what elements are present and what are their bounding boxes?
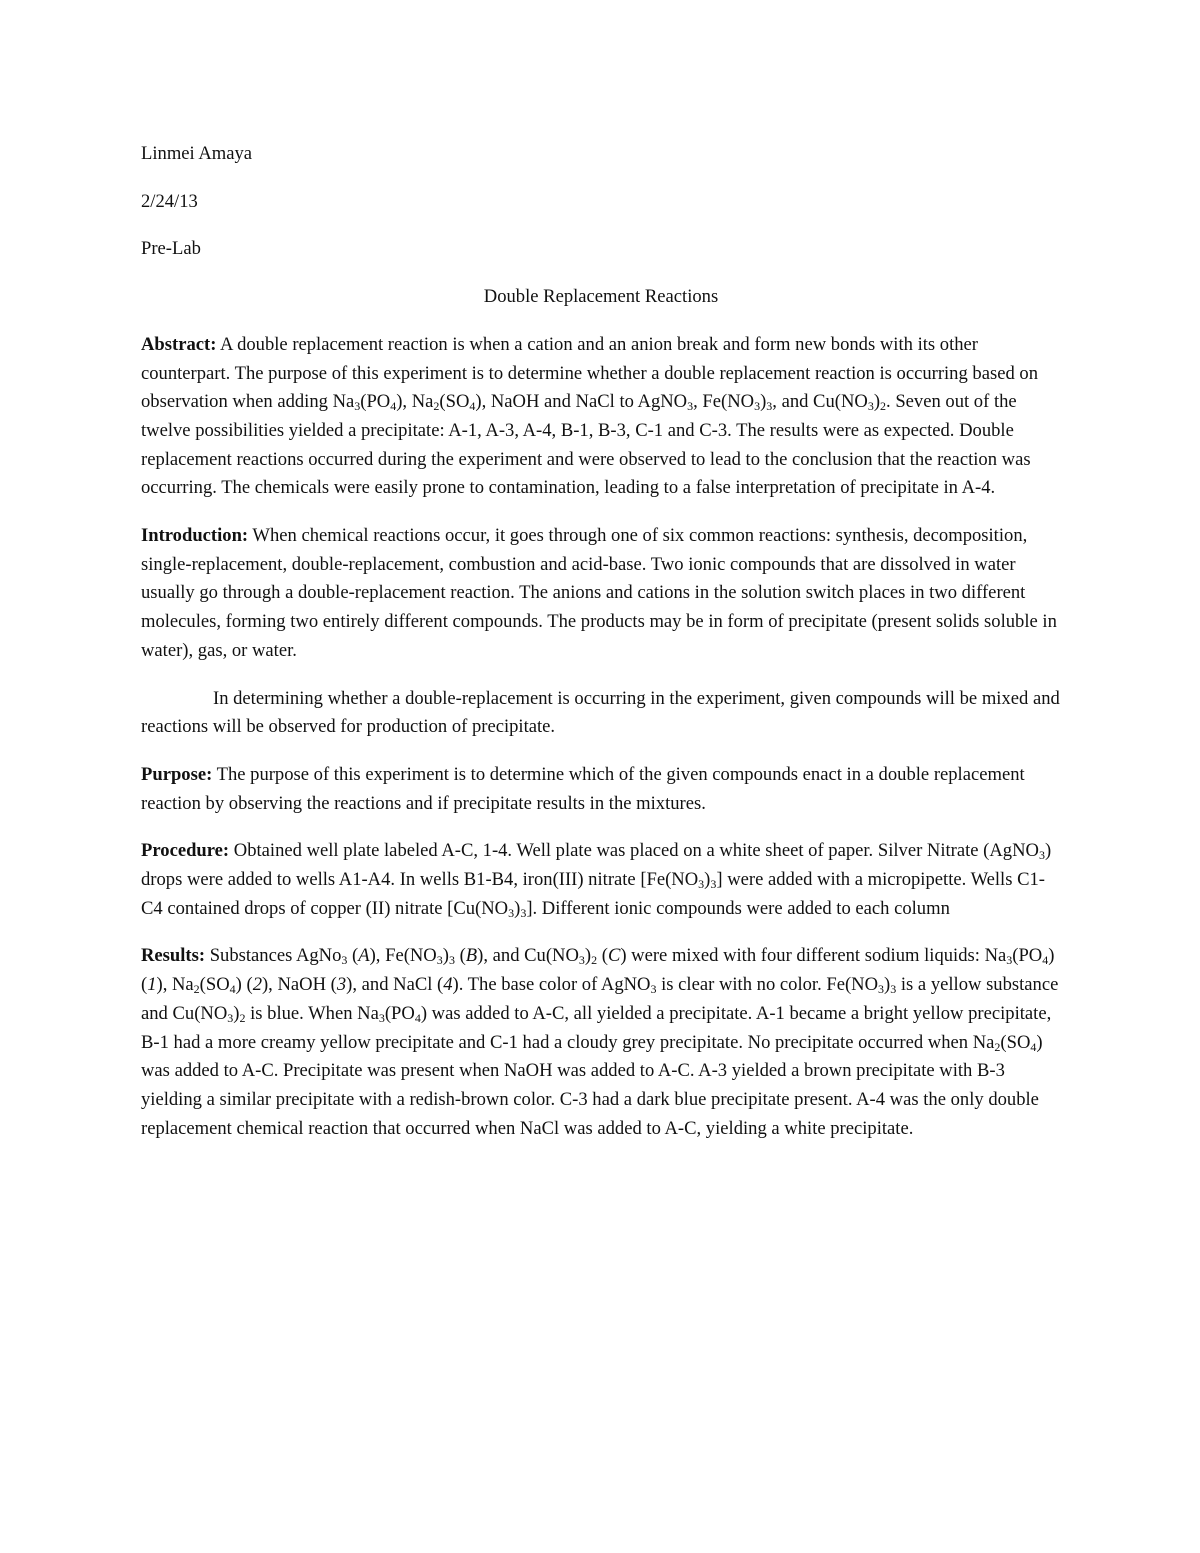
- subscript: 3: [698, 877, 705, 892]
- subscript: 3: [448, 953, 455, 968]
- document-page: [141, 140, 1061, 1162]
- results-text: (: [454, 945, 466, 967]
- results-text: ). The base color of AgNO: [452, 974, 651, 996]
- abstract-text: . Seven out of the twelve possibilities yielded a precipitate: A-1, A-3, A-4, B-1, B-3, C-1 and C-3. The results were as expected. Double replacement reactions occurred during the experiment and were observed to lead to the conclusion that the reaction was occurring. The chemicals were easily prone to contamination, leading to a false interpretation of precipitate in A-4.: [141, 391, 1031, 499]
- subscript: 3: [378, 1010, 385, 1025]
- results-text: ), and NaCl (: [346, 974, 444, 996]
- results-italic: B: [465, 945, 478, 967]
- results-text: (SO: [1000, 1031, 1031, 1053]
- results-label: Results:: [141, 945, 206, 967]
- procedure-label: Procedure:: [141, 840, 230, 862]
- abstract-text: ), NaOH and NaCl to AgNO: [475, 391, 688, 413]
- purpose-label: Purpose:: [141, 763, 213, 785]
- abstract-text: ): [873, 391, 881, 413]
- results-text: ), Na: [156, 974, 194, 996]
- procedure-text: ] were added with a micropipette. Wells C1-C4 contained drops of copper (II) nitrate [Cu(NO: [141, 869, 1045, 919]
- subscript: 3: [650, 982, 657, 997]
- results-text: (: [347, 945, 359, 967]
- results-text: ), Fe(NO: [369, 945, 437, 967]
- subscript: 2: [433, 399, 440, 414]
- subscript: 3: [341, 953, 348, 968]
- results-text: is blue. When Na: [245, 1002, 379, 1024]
- subscript: 3: [867, 399, 874, 414]
- subscript: 3: [754, 399, 761, 414]
- author-name: Linmei Amaya: [141, 143, 253, 164]
- abstract-text: ), Na: [396, 391, 434, 413]
- abstract-text: ): [760, 391, 767, 413]
- subscript: 4: [469, 399, 476, 414]
- results-text: ) (: [235, 974, 253, 996]
- subscript: 3: [1038, 848, 1045, 863]
- results-text: ): [584, 945, 592, 967]
- subscript: 3: [578, 953, 585, 968]
- subscript: 2: [239, 1010, 246, 1025]
- results-italic: A: [358, 945, 370, 967]
- results-text: ): [442, 945, 449, 967]
- procedure-text: Obtained well plate labeled A-C, 1-4. Well plate was placed on a white sheet of paper. Silver Nitrate (AgNO: [229, 840, 1039, 862]
- results-text: ) were mixed with four different sodium liquids: Na: [620, 945, 1007, 967]
- results-text: is a yellow substance and Cu(NO: [141, 974, 1059, 1024]
- results-text: ), and Cu(NO: [477, 945, 579, 967]
- procedure-text: ) drops were added to wells A1-A4. In wells B1-B4, iron(III) nitrate [Fe(NO: [141, 840, 1052, 891]
- subscript: 3: [227, 1010, 234, 1025]
- introduction-paragraph: [141, 522, 1061, 666]
- results-text: ) (: [141, 945, 1055, 996]
- results-text: (PO: [384, 1002, 415, 1024]
- abstract-text: A double replacement reaction is when a cation and an anion break and form new bonds with its other counterpart. The purpose of this experiment is to determine whether a double replacement reaction is occurring based on observation when adding Na: [141, 333, 1039, 413]
- results-text: Substances AgNo: [205, 945, 342, 967]
- subscript: 2: [193, 982, 200, 997]
- subscript: 2: [591, 953, 598, 968]
- abstract-label: Abstract:: [141, 333, 217, 355]
- procedure-text: ): [514, 897, 521, 919]
- purpose-text: The purpose of this experiment is to determine which of the given compounds enact in a double replacement reaction by observing the reactions and if precipitate results in the mixtures.: [141, 763, 1025, 814]
- document-date: 2/24/13: [141, 190, 198, 212]
- subscript: 3: [1006, 953, 1013, 968]
- results-text: ): [233, 1002, 240, 1024]
- results-text: ) was added to A-C, all yielded a precipitate. A-1 became a bright yellow precipitate, B-1 had a more creamy yellow precipitate and C-1 had a cloudy grey precipitate. No precipitate occurred when Na: [141, 1002, 1052, 1053]
- subscript: 3: [354, 399, 361, 414]
- abstract-paragraph: [141, 331, 1061, 503]
- subscript: 4: [229, 982, 236, 997]
- results-text: is clear with no color. Fe(NO: [656, 974, 879, 996]
- introduction-text: When chemical reactions occur, it goes through one of six common reactions: synthesis, decomposition, single-replacement, double-replacement, combustion and acid-base. Two ionic compounds that are dissolved in water usually go through a double-replacement reaction. The anions and cations in the solution switch places in two different molecules, forming two entirely different compounds. The products may be in form of precipitate (present solids soluble in water), gas, or water.: [141, 525, 1057, 661]
- abstract-text: , and Cu(NO: [772, 391, 868, 413]
- introduction-label: Introduction:: [141, 525, 249, 547]
- procedure-text: ]. Different ionic compounds were added to each column: [526, 897, 950, 919]
- abstract-text: , Fe(NO: [693, 391, 755, 413]
- results-text: ): [884, 974, 891, 996]
- subscript: 3: [687, 399, 694, 414]
- results-text: (PO: [1012, 945, 1043, 967]
- results-text: ) was added to A-C. Precipitate was present when NaOH was added to A-C. A-3 yielded a brown precipitate with B-3 yielding a similar precipitate with a redish-brown color. C-3 had a dark blue precipitate present. A-4 was the only double replacement chemical reaction that occurred when NaCl was added to A-C, yielding a white precipitate.: [141, 1031, 1043, 1139]
- document-type: Pre-Lab: [141, 238, 201, 260]
- document-title: Double Replacement Reactions: [483, 286, 719, 308]
- results-text: (SO: [199, 974, 230, 996]
- subscript: 3: [766, 399, 773, 414]
- subscript: 3: [520, 905, 527, 920]
- subscript: 3: [890, 982, 897, 997]
- results-italic: 4: [443, 974, 453, 996]
- subscript: 3: [710, 877, 717, 892]
- results-italic: 2: [252, 974, 262, 996]
- purpose-paragraph: [141, 761, 1061, 818]
- results-text: (: [597, 945, 608, 967]
- subscript: 2: [880, 399, 887, 414]
- subscript: 3: [436, 953, 443, 968]
- abstract-text: (PO: [360, 391, 391, 413]
- subscript: 4: [1030, 1039, 1037, 1054]
- subscript: 3: [878, 982, 885, 997]
- subscript: 4: [1042, 953, 1049, 968]
- subscript: 4: [390, 399, 397, 414]
- subscript: 2: [994, 1039, 1001, 1054]
- abstract-text: (SO: [439, 391, 470, 413]
- results-italic: C: [607, 945, 621, 967]
- procedure-text: ): [704, 869, 711, 891]
- procedure-paragraph: [141, 837, 1061, 923]
- results-paragraph: [141, 942, 1061, 1143]
- subscript: 4: [414, 1010, 421, 1025]
- results-italic: 1: [147, 974, 157, 996]
- results-italic: 3: [336, 974, 347, 996]
- results-text: ), NaOH (: [261, 974, 337, 996]
- introduction-paragraph-2: In determining whether a double-replacement is occurring in the experiment, given compounds will be mixed and reactions will be observed for production of precipitate.: [141, 687, 1060, 738]
- subscript: 3: [508, 905, 515, 920]
